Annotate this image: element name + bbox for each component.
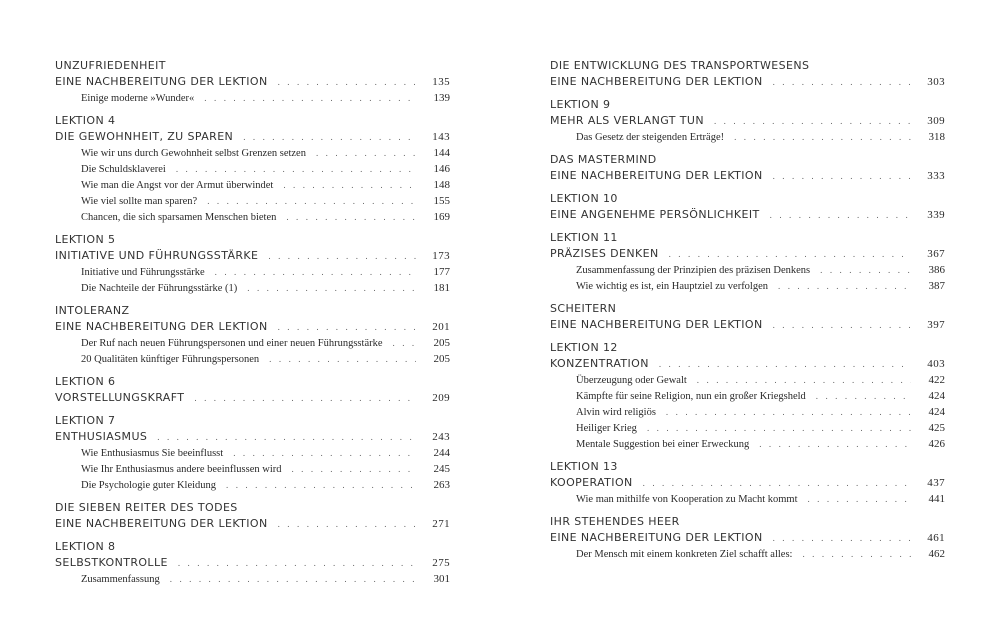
toc-subentry-link[interactable]: [55, 280, 450, 296]
entry-label: EINE NACHBEREITUNG DER LEKTION: [55, 517, 268, 530]
dot-leader: [204, 90, 416, 106]
page-number: 367: [927, 248, 945, 260]
dot-leader: [807, 491, 911, 507]
toc-entry-link[interactable]: [550, 113, 945, 129]
section-title: [550, 152, 945, 168]
toc-entry-link[interactable]: [550, 475, 945, 491]
subentry-label: Mentale Suggestion bei einer Erweckung: [576, 439, 750, 450]
subentry-label: Chancen, die sich sparsamen Menschen bieten: [81, 212, 277, 223]
toc-subentry-link[interactable]: [550, 388, 945, 404]
section-title: [55, 113, 450, 129]
page-number: 333: [927, 170, 945, 182]
page-number: 424: [928, 390, 945, 402]
section-title: [550, 301, 945, 317]
dot-leader: [269, 351, 416, 367]
subentry-label: Initiative und Führungsstärke: [81, 267, 205, 278]
section-title-text: LEKTION 7: [55, 414, 116, 427]
toc-section: [550, 301, 945, 333]
subentry-label: Wie wichtig es ist, ein Hauptziel zu verfolgen: [576, 281, 769, 292]
section-title: [550, 340, 945, 356]
toc-section: [55, 374, 450, 406]
page-number: 387: [928, 280, 945, 292]
toc-subentry-link[interactable]: [55, 571, 450, 587]
page-number: 425: [928, 422, 945, 434]
toc-entry-link[interactable]: [550, 530, 945, 546]
page-number: 275: [432, 557, 450, 569]
toc-entry-link[interactable]: [55, 129, 450, 145]
page-number: 173: [432, 250, 450, 262]
page-number: 135: [432, 76, 450, 88]
page-number: 181: [433, 282, 450, 294]
page-number: 397: [927, 319, 945, 331]
section-title-text: LEKTION 5: [55, 233, 116, 246]
toc-subentry-link[interactable]: [550, 404, 945, 420]
dot-leader: [286, 209, 416, 225]
toc-entry-link[interactable]: [550, 356, 945, 372]
toc-entry-link[interactable]: [55, 429, 450, 445]
section-title: [550, 58, 945, 74]
toc-subentry-link[interactable]: [55, 477, 450, 493]
dot-leader: [278, 516, 416, 532]
entry-label: EINE NACHBEREITUNG DER LEKTION: [550, 169, 763, 182]
section-title: [55, 539, 450, 555]
toc-entry-link[interactable]: [550, 168, 945, 184]
toc-subentry-link[interactable]: [55, 193, 450, 209]
page-number: 155: [433, 195, 450, 207]
toc-entry-link[interactable]: [550, 207, 945, 223]
toc-subentry-link[interactable]: [55, 90, 450, 106]
subentry-label: Wie viel sollte man sparen?: [81, 196, 198, 207]
section-title: [55, 374, 450, 390]
page-number: 422: [928, 374, 945, 386]
dot-leader: [243, 129, 416, 145]
subentry-label: 20 Qualitäten künftiger Führungspersonen: [81, 354, 260, 365]
page-number: 437: [927, 477, 945, 489]
toc-right-column: [550, 58, 945, 569]
page-number: 318: [928, 131, 945, 143]
dot-leader: [669, 246, 911, 262]
toc-section: [550, 340, 945, 452]
dot-leader: [666, 404, 911, 420]
entry-label: EINE NACHBEREITUNG DER LEKTION: [55, 320, 268, 333]
section-title: [550, 459, 945, 475]
subentry-label: Wie Enthusiasmus Sie beeinflusst: [81, 448, 224, 459]
dot-leader: [157, 429, 416, 445]
section-title-text: DIE SIEBEN REITER DES TODES: [55, 501, 238, 514]
page-number: 209: [432, 392, 450, 404]
subentry-label: Der Mensch mit einem konkreten Ziel schafft alles:: [576, 549, 793, 560]
toc-entry-link[interactable]: [55, 390, 450, 406]
section-title-text: LEKTION 6: [55, 375, 116, 388]
subentry-label: Das Gesetz der steigenden Erträge!: [576, 132, 725, 143]
toc-subentry-link[interactable]: [550, 278, 945, 294]
toc-subentry-link[interactable]: [55, 351, 450, 367]
toc-subentry-link[interactable]: [550, 129, 945, 145]
dot-leader: [759, 436, 911, 452]
toc-subentry-link[interactable]: [55, 177, 450, 193]
section-title-text: SCHEITERN: [550, 302, 617, 315]
section-title-text: LEKTION 13: [550, 460, 618, 473]
dot-leader: [278, 319, 416, 335]
dot-leader: [770, 207, 911, 223]
dot-leader: [820, 262, 911, 278]
page-number: 462: [928, 548, 945, 560]
section-title-text: LEKTION 4: [55, 114, 116, 127]
section-title: [550, 514, 945, 530]
page-number: 243: [432, 431, 450, 443]
page-number: 303: [927, 76, 945, 88]
toc-entry-link[interactable]: [55, 555, 450, 571]
page-number: 205: [433, 353, 450, 365]
page-number: 143: [432, 131, 450, 143]
dot-leader: [207, 193, 416, 209]
toc-subentry-link[interactable]: [55, 161, 450, 177]
section-title: [55, 500, 450, 516]
subentry-label: Überzeugung oder Gewalt: [576, 375, 687, 386]
section-title: [55, 58, 450, 74]
entry-label: MEHR ALS VERLANGT TUN: [550, 114, 704, 127]
subentry-label: Zusammenfassung: [81, 574, 160, 585]
toc-subentry-link[interactable]: [55, 461, 450, 477]
subentry-label: Wie Ihr Enthusiasmus andere beeinflussen wird: [81, 464, 282, 475]
entry-label: KONZENTRATION: [550, 357, 649, 370]
page-number: 139: [433, 92, 450, 104]
toc-subentry-link[interactable]: [55, 145, 450, 161]
toc-section: [550, 58, 945, 90]
page-number: 205: [433, 337, 450, 349]
toc-section: [55, 303, 450, 367]
page-number: 424: [928, 406, 945, 418]
toc-entry-link[interactable]: [55, 319, 450, 335]
toc-section: [55, 500, 450, 532]
entry-label: INITIATIVE UND FÜHRUNGSSTÄRKE: [55, 249, 259, 262]
toc-subentry-link[interactable]: [550, 491, 945, 507]
dot-leader: [283, 177, 416, 193]
subentry-label: Wie man die Angst vor der Armut überwindet: [81, 180, 274, 191]
dot-leader: [233, 445, 416, 461]
subentry-label: Heiliger Krieg: [576, 423, 637, 434]
subentry-label: Wie man mithilfe von Kooperation zu Macht kommt: [576, 494, 798, 505]
dot-leader: [176, 161, 416, 177]
entry-label: PRÄZISES DENKEN: [550, 247, 659, 260]
toc-entry-link[interactable]: [55, 74, 450, 90]
entry-label: EINE NACHBEREITUNG DER LEKTION: [550, 531, 763, 544]
dot-leader: [802, 546, 911, 562]
dot-leader: [773, 168, 911, 184]
page-number: 441: [928, 493, 945, 505]
dot-leader: [647, 420, 911, 436]
dot-leader: [697, 372, 911, 388]
section-title-text: UNZUFRIEDENHEIT: [55, 59, 166, 72]
dot-leader: [170, 571, 416, 587]
dot-leader: [393, 335, 416, 351]
dot-leader: [734, 129, 911, 145]
page-number: 144: [433, 147, 450, 159]
dot-leader: [278, 74, 416, 90]
toc-section: [55, 413, 450, 493]
section-title: [550, 97, 945, 113]
subentry-label: Zusammenfassung der Prinzipien des präzisen Denkens: [576, 265, 811, 276]
toc-section: [550, 191, 945, 223]
toc-subentry-link[interactable]: [550, 436, 945, 452]
section-title-text: INTOLERANZ: [55, 304, 130, 317]
section-title-text: LEKTION 9: [550, 98, 611, 111]
subentry-label: Die Schuldsklaverei: [81, 164, 166, 175]
page-number: 301: [433, 573, 450, 585]
subentry-label: Kämpfte für seine Religion, nun ein großer Kriegsheld: [576, 391, 806, 402]
dot-leader: [215, 264, 416, 280]
toc-subentry-link[interactable]: [550, 262, 945, 278]
toc-entry-link[interactable]: [550, 246, 945, 262]
subentry-label: Der Ruf nach neuen Führungspersonen und einer neuen Führungsstärke: [81, 338, 383, 349]
toc-subentry-link[interactable]: [55, 335, 450, 351]
section-title-text: LEKTION 10: [550, 192, 618, 205]
section-title: [55, 232, 450, 248]
section-title: [55, 303, 450, 319]
dot-leader: [194, 390, 416, 406]
page-number: 426: [928, 438, 945, 450]
subentry-label: Die Psychologie guter Kleidung: [81, 480, 217, 491]
toc-entry-link[interactable]: [55, 248, 450, 264]
page-number: 201: [432, 321, 450, 333]
toc-section: [550, 230, 945, 294]
dot-leader: [816, 388, 911, 404]
dot-leader: [178, 555, 416, 571]
subentry-label: Einige moderne »Wunder«: [81, 93, 195, 104]
page-number: 244: [433, 447, 450, 459]
entry-label: DIE GEWOHNHEIT, ZU SPAREN: [55, 130, 234, 143]
toc-entry-link[interactable]: [55, 516, 450, 532]
dot-leader: [773, 74, 911, 90]
dot-leader: [714, 113, 911, 129]
subentry-label: Alvin wird religiös: [576, 407, 656, 418]
page-number: 146: [433, 163, 450, 175]
entry-label: SELBSTKONTROLLE: [55, 556, 168, 569]
entry-label: EINE NACHBEREITUNG DER LEKTION: [55, 75, 268, 88]
subentry-label: Wie wir uns durch Gewohnheit selbst Grenzen setzen: [81, 148, 306, 159]
toc-subentry-link[interactable]: [55, 264, 450, 280]
toc-left-column: [55, 58, 450, 594]
page-number: 177: [433, 266, 450, 278]
section-title: [550, 191, 945, 207]
section-title-text: LEKTION 8: [55, 540, 116, 553]
toc-section: [550, 97, 945, 145]
page-number: 386: [928, 264, 945, 276]
toc-section: [55, 113, 450, 225]
dot-leader: [268, 248, 416, 264]
entry-label: ENTHUSIASMUS: [55, 430, 148, 443]
toc-section: [55, 232, 450, 296]
section-title-text: DAS MASTERMIND: [550, 153, 657, 166]
entry-label: EINE NACHBEREITUNG DER LEKTION: [550, 318, 763, 331]
page-number: 309: [927, 115, 945, 127]
page-number: 461: [927, 532, 945, 544]
section-title: [55, 413, 450, 429]
section-title-text: LEKTION 12: [550, 341, 618, 354]
toc-section: [550, 459, 945, 507]
toc-subentry-link[interactable]: [550, 546, 945, 562]
entry-label: EINE ANGENEHME PERSÖNLICHKEIT: [550, 208, 760, 221]
toc-subentry-link[interactable]: [55, 445, 450, 461]
dot-leader: [247, 280, 416, 296]
entry-label: EINE NACHBEREITUNG DER LEKTION: [550, 75, 763, 88]
entry-label: VORSTELLUNGSKRAFT: [55, 391, 185, 404]
toc-section: [550, 514, 945, 562]
dot-leader: [773, 530, 911, 546]
page-number: 245: [433, 463, 450, 475]
dot-leader: [778, 278, 911, 294]
dot-leader: [316, 145, 416, 161]
entry-label: KOOPERATION: [550, 476, 633, 489]
dot-leader: [226, 477, 416, 493]
dot-leader: [291, 461, 416, 477]
section-title-text: DIE ENTWICKLUNG DES TRANSPORTWESENS: [550, 59, 810, 72]
page-number: 339: [927, 209, 945, 221]
page-number: 263: [433, 479, 450, 491]
page-number: 169: [433, 211, 450, 223]
toc-subentry-link[interactable]: [550, 420, 945, 436]
toc-section: [55, 58, 450, 106]
dot-leader: [659, 356, 911, 372]
toc-subentry-link[interactable]: [550, 372, 945, 388]
page-number: 271: [432, 518, 450, 530]
toc-entry-link[interactable]: [550, 317, 945, 333]
page-number: 148: [433, 179, 450, 191]
toc-section: [55, 539, 450, 587]
toc-entry-link[interactable]: [550, 74, 945, 90]
dot-leader: [773, 317, 911, 333]
toc-section: [550, 152, 945, 184]
section-title-text: LEKTION 11: [550, 231, 618, 244]
section-title-text: IHR STEHENDES HEER: [550, 515, 680, 528]
dot-leader: [643, 475, 911, 491]
page-number: 403: [927, 358, 945, 370]
section-title: [550, 230, 945, 246]
subentry-label: Die Nachteile der Führungsstärke (1): [81, 283, 238, 294]
toc-subentry-link[interactable]: [55, 209, 450, 225]
